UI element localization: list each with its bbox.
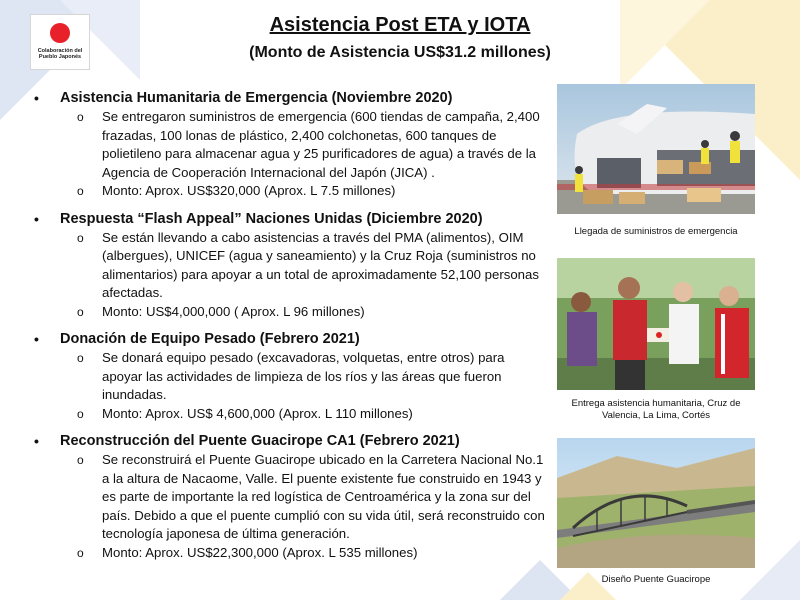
list-item xyxy=(30,349,550,405)
section-flash-appeal xyxy=(30,209,550,322)
bullet-icon: • xyxy=(34,331,39,347)
content-body xyxy=(30,88,550,570)
section-items xyxy=(30,349,550,423)
photo-bridge-design xyxy=(557,438,755,568)
bridge-illustration xyxy=(557,438,755,568)
list-item xyxy=(30,451,550,544)
list-item xyxy=(30,405,550,424)
photo-emergency-supplies-arrival xyxy=(557,84,755,214)
section-bridge-reconstruction xyxy=(30,431,550,562)
list-item-text: Se donará equipo pesado (excavadoras, volquetas, entre otros) para apoyar las actividades de limpieza de los ríos y las áreas que fueron inundadas. xyxy=(102,350,505,402)
japan-cooperation-logo xyxy=(30,14,90,70)
logo-text: Colaboración del Pueblo Japonés xyxy=(37,48,83,60)
section-title-text: Reconstrucción del Puente Guacirope CA1 (Febrero 2021) xyxy=(60,433,460,449)
circle-bullet-icon: o xyxy=(77,184,84,198)
list-item xyxy=(30,303,550,322)
decor-triangle-top-right-2 xyxy=(620,0,710,90)
circle-bullet-icon: o xyxy=(77,230,84,245)
aircraft-cargo-illustration xyxy=(557,84,755,214)
bullet-icon: • xyxy=(34,90,39,106)
section-items xyxy=(30,451,550,562)
list-item-text: Se reconstruirá el Puente Guacirope ubicado en la Carretera Nacional No.1 a la altura de Nacaome, Valle. El puente existente fue construido en 1943 y es parte de importante la red logística de Centroamérica y la zona sur del país. Debido a que el puente cumplió con su vida útil, será reconstruido con tecnología japonesa de última generación. xyxy=(102,452,545,541)
bullet-icon: • xyxy=(34,433,39,449)
circle-bullet-icon: o xyxy=(77,304,84,319)
photo-caption: Llegada de suministros de emergencia xyxy=(574,226,738,237)
circle-bullet-icon: o xyxy=(77,545,84,560)
list-item xyxy=(30,229,550,303)
list-item-text: Se entregaron suministros de emergencia (600 tiendas de campaña, 2,400 frazadas, 100 lonas de plástico, 2,400 colchonetas, 600 tanques de polietileno para almacenar agua y 25 purificadores de agua) a través de la Agencia de Cooperación Internacional del Japón (JICA) . xyxy=(102,109,540,180)
section-heavy-equipment xyxy=(30,329,550,423)
list-item-text: Monto: Aprox. US$ 4,600,000 (Aprox. L 110 millones) xyxy=(102,405,413,421)
page-title: Asistencia Post ETA y IOTA xyxy=(269,14,531,36)
list-item xyxy=(30,544,550,563)
circle-bullet-icon: o xyxy=(77,351,84,365)
list-item xyxy=(30,108,550,182)
section-items xyxy=(30,229,550,322)
photo-aid-handover xyxy=(557,258,755,390)
list-item-text: Monto: US$4,000,000 ( Aprox. L 96 millones) xyxy=(102,303,365,319)
section-title xyxy=(30,329,550,349)
list-item xyxy=(30,182,550,201)
section-title xyxy=(30,431,550,451)
circle-bullet-icon: o xyxy=(77,406,84,421)
photo-caption: Diseño Puente Guacirope xyxy=(601,574,711,585)
section-title-text: Asistencia Humanitaria de Emergencia (Noviembre 2020) xyxy=(60,90,453,106)
circle-bullet-icon: o xyxy=(77,110,84,124)
people-handover-illustration xyxy=(557,258,755,390)
section-title-text: Respuesta “Flash Appeal” Naciones Unidas (Diciembre 2020) xyxy=(60,210,483,227)
section-items xyxy=(30,108,550,201)
list-item-text: Se están llevando a cabo asistencias a través del PMA (alimentos), OIM (albergues), UNICEF (agua y saneamiento) y la Cruz Roja (suministros no alimentarios) para apoyar a un total de aproximadamente 52,100 personas afectadas. xyxy=(102,229,539,300)
section-title xyxy=(30,88,550,108)
circle-bullet-icon: o xyxy=(77,453,84,467)
list-item-text: Monto: Aprox. US$320,000 (Aprox. L 7.5 millones) xyxy=(102,183,396,198)
section-title xyxy=(30,209,550,229)
photo-caption: Entrega asistencia humanitaria, Cruz de Valencia, La Lima, Cortés xyxy=(571,398,741,421)
page-subtitle: (Monto de Asistencia US$31.2 millones) xyxy=(249,44,551,61)
section-title-text: Donación de Equipo Pesado (Febrero 2021) xyxy=(60,331,360,347)
list-item-text: Monto: Aprox. US$22,300,000 (Aprox. L 535 millones) xyxy=(102,544,418,560)
japan-flag-icon xyxy=(50,23,70,43)
bullet-icon: • xyxy=(34,210,39,227)
section-emergency-aid xyxy=(30,88,550,201)
